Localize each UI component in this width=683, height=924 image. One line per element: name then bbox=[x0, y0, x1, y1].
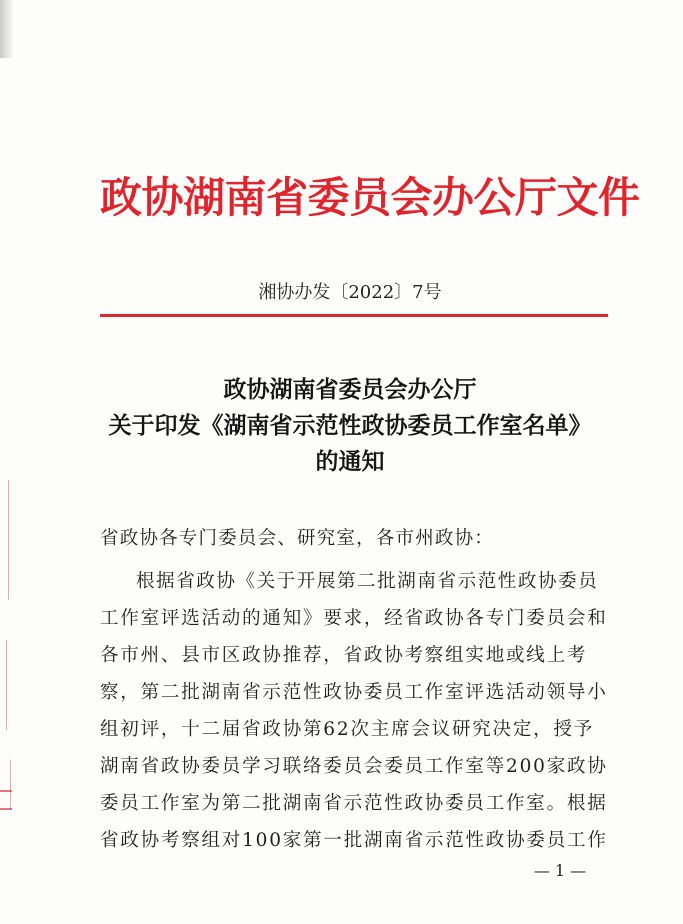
scan-edge-line bbox=[10, 760, 11, 810]
notice-title-line: 政协湖南省委员会办公厅 bbox=[223, 376, 477, 403]
notice-title-line: 关于印发《湖南省示范性政协委员工作室名单》 bbox=[108, 412, 592, 439]
body-line: 察，第二批湖南省示范性政协委员工作室评选活动领导小 bbox=[100, 682, 608, 703]
body-line: 湖南省政协委员学习联络委员会委员工作室等200家政协 bbox=[100, 756, 608, 777]
body-line: 委员工作室为第二批湖南省示范性政协委员工作室。根据 bbox=[100, 793, 608, 814]
page-number: — 1 — bbox=[533, 861, 587, 880]
document-header-title: 政协湖南省委员会办公厅文件 bbox=[100, 173, 640, 222]
scan-mark bbox=[0, 790, 12, 792]
scan-edge-line bbox=[8, 480, 9, 600]
notice-title bbox=[80, 372, 620, 480]
salutation: 省政协各专门委员会、研究室，各市州政协： bbox=[100, 528, 495, 549]
body-line: 根据省政协《关于开展第二批湖南省示范性政协委员 bbox=[136, 571, 599, 592]
scan-shadow bbox=[0, 0, 14, 58]
red-divider-line bbox=[100, 314, 608, 317]
body-text bbox=[100, 568, 610, 864]
document-number: 湘协办发〔2022〕7号 bbox=[258, 282, 442, 303]
body-line: 工作室评选活动的通知》要求，经省政协各专门委员会和 bbox=[100, 608, 608, 629]
scan-edge-line bbox=[6, 640, 7, 730]
body-line: 省政协考察组对100家第一批湖南省示范性政协委员工作 bbox=[100, 830, 608, 851]
body-line: 组初评，十二届省政协第62次主席会议研究决定，授予 bbox=[100, 719, 595, 740]
notice-title-line: 的通知 bbox=[315, 448, 385, 475]
body-line: 各市州、县市区政协推荐，省政协考察组实地或线上考 bbox=[100, 645, 588, 666]
scan-mark bbox=[0, 808, 12, 810]
